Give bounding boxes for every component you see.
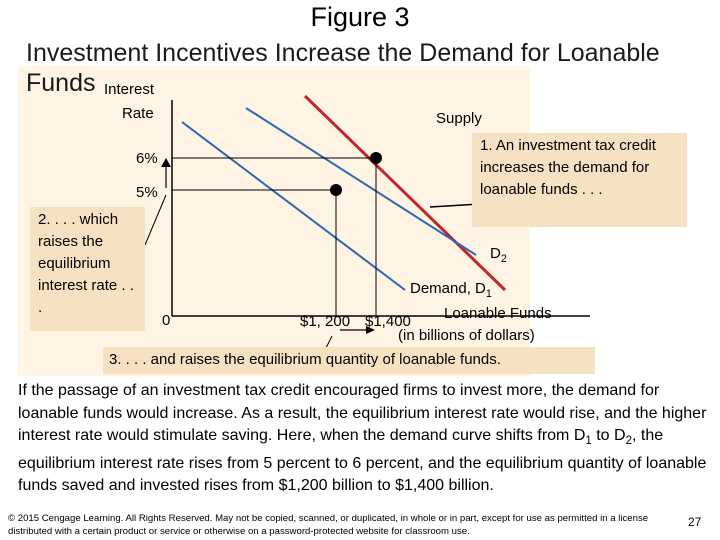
equilibrium-point-old — [330, 184, 342, 196]
guide-6pct — [172, 158, 376, 316]
figure-subtitle: Investment Incentives Increase the Demand for Loanable Funds — [26, 39, 660, 97]
y-axis-label-line1: Interest — [104, 81, 155, 98]
callout-quantity-rise: 3. . . . and raises the equilibrium quantity of loanable funds. — [103, 347, 595, 374]
callout-demand-shift: 1. An investment tax credit increases the demand for loanable funds . . . — [472, 133, 687, 227]
qty-high-label: $1,400 — [365, 313, 411, 330]
callout2-pointer — [145, 195, 166, 245]
demand1-label: Demand, $D_1$ — [410, 280, 492, 300]
demand-curve-d1 — [182, 122, 405, 290]
x-axis-unit: (in billions of dollars) — [398, 327, 535, 344]
rate-low-label: 5% — [136, 184, 158, 201]
rate-arrowhead — [161, 158, 171, 167]
qty-low-label: $1, 200 — [300, 313, 351, 330]
demand-curve-d2 — [246, 108, 476, 255]
x-axis-label: Loanable Funds — [444, 305, 552, 322]
rate-high-label: 6% — [136, 150, 158, 167]
guide-5pct — [172, 190, 336, 316]
callout-rate-rise: 2. . . . which raises the equilibrium interest rate . . . — [30, 207, 145, 331]
page-number: 27 — [688, 515, 702, 529]
origin-label: 0 — [162, 312, 171, 329]
figure-title: Figure 3 — [310, 2, 410, 32]
explanation-paragraph: If the passage of an investment tax credit encouraged firms to invest more, the demand for loanable funds would increase. As a result, the equilibrium interest rate would rise, and the higher interest rate would stimulate saving. Here, when the demand curve shifts from $D_1$ to $D_2$, the equilibrium interest rate rises from 5 percent to 6 percent, and the equilibrium quantity of loanable funds saved and invested rises from $1,200 billion to $1,400 billion. — [18, 382, 707, 495]
y-axis-label-line2: Rate — [122, 105, 154, 122]
demand2-label: $D_2$ — [490, 245, 507, 265]
supply-label: Supply — [436, 110, 482, 127]
equilibrium-point-new — [370, 152, 382, 164]
copyright-notice: © 2015 Cengage Learning. All Rights Reserved. May not be copied, scanned, or duplicated, in whole or in part, except for use as permitted in a license distributed with a certain product or service or otherwise on a password-protected website for classroom use. — [8, 513, 649, 537]
